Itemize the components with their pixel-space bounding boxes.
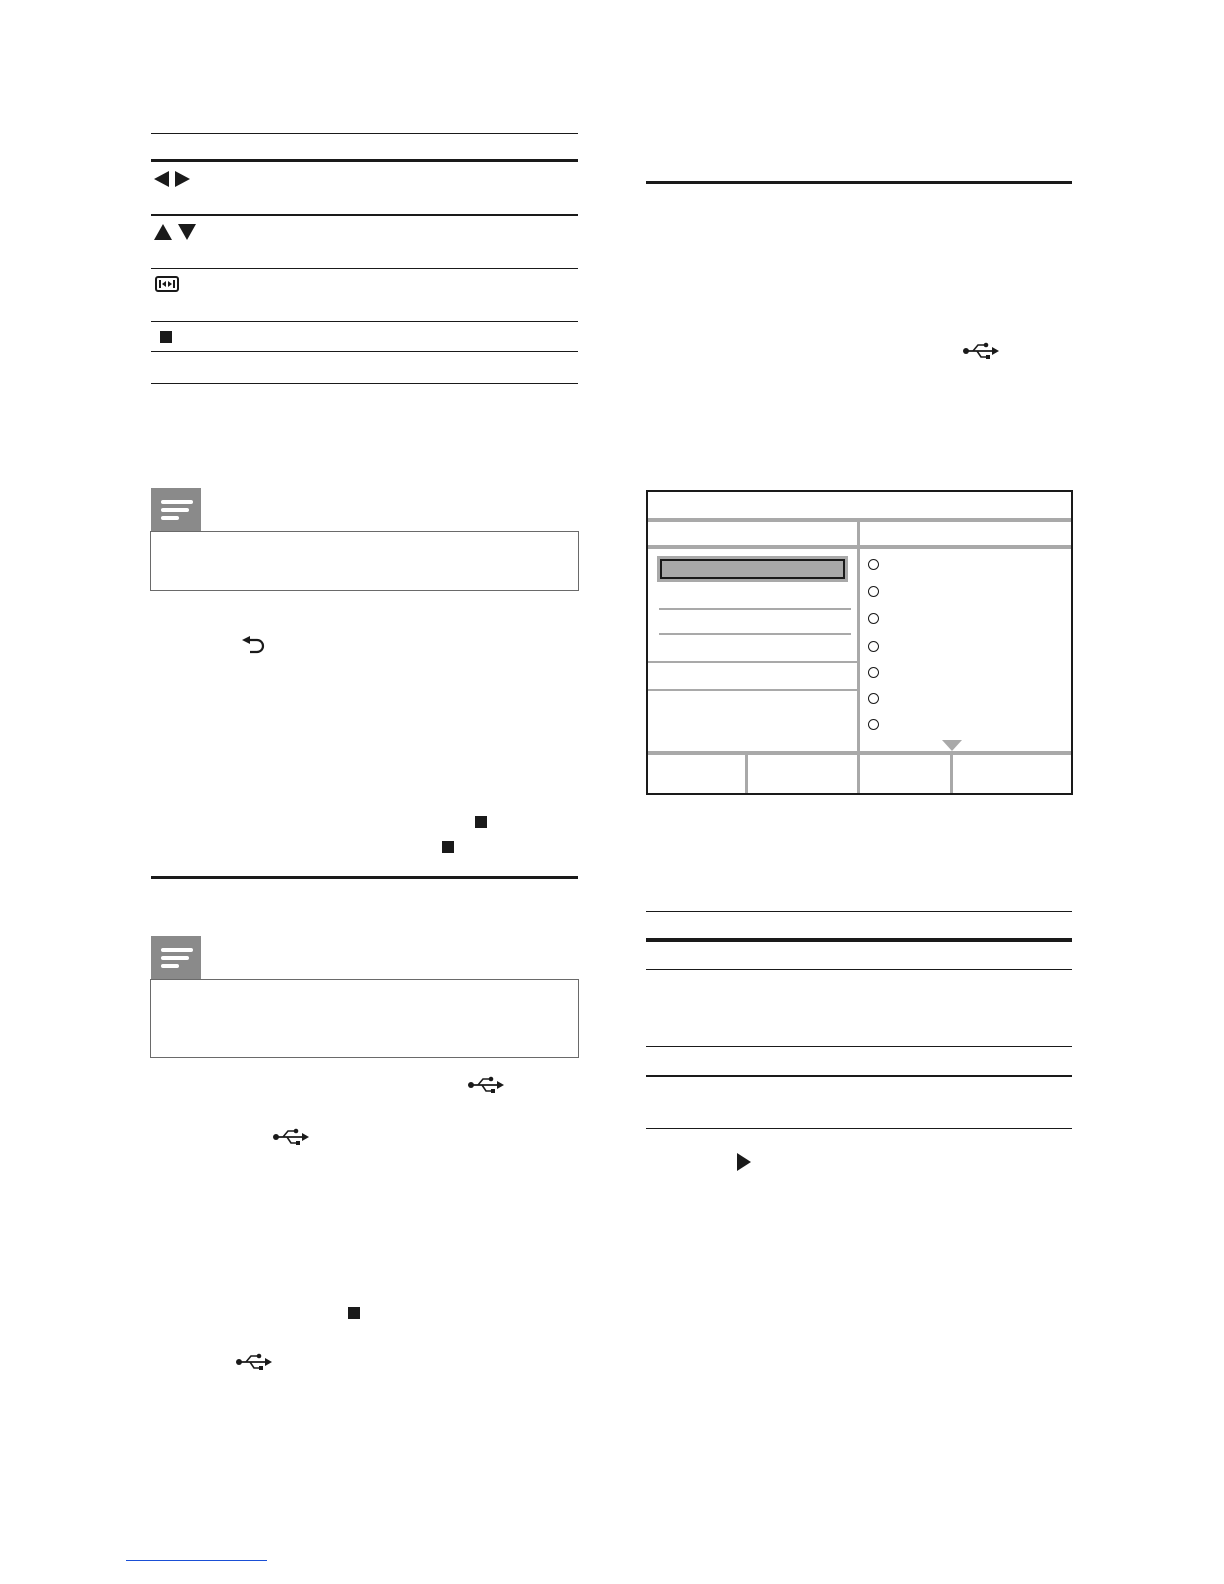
radio-icon [868, 719, 879, 730]
table-row-rule [151, 214, 578, 216]
footer-link-underline[interactable] [126, 1560, 267, 1561]
menu-item-divider [659, 608, 851, 610]
table-row-rule [646, 1046, 1072, 1047]
radio-icon [868, 613, 879, 624]
menu-footer-cell-divider [745, 755, 748, 793]
usb-icon [236, 1353, 272, 1371]
table-top-rule [151, 133, 578, 134]
radio-icon [868, 667, 879, 678]
section-rule [151, 876, 578, 879]
up-down-arrows-icon [154, 224, 196, 240]
scroll-down-icon [942, 740, 962, 751]
usb-icon [273, 1128, 309, 1146]
menu-screen-illustration [646, 490, 1073, 795]
usb-icon [468, 1076, 504, 1094]
menu-group-divider [648, 661, 858, 663]
note-box [150, 979, 579, 1058]
back-arrow-icon [242, 636, 266, 654]
menu-footer-cell-divider [857, 755, 860, 793]
note-box [150, 531, 579, 591]
menu-group-divider [648, 689, 858, 691]
radio-icon [868, 559, 879, 570]
table-row-rule [151, 321, 578, 322]
stop-icon [475, 816, 487, 828]
zoom-frame-icon [155, 276, 179, 292]
radio-icon [868, 693, 879, 704]
table-top-rule [646, 911, 1072, 912]
menu-column-divider-top [857, 522, 860, 546]
table-row-rule [151, 351, 578, 352]
table-row-rule [646, 969, 1072, 970]
stop-icon [442, 841, 454, 853]
radio-icon [868, 641, 879, 652]
section-rule [646, 181, 1072, 184]
menu-item-divider [659, 633, 851, 635]
menu-column-divider [857, 549, 860, 751]
menu-selected-item [657, 556, 848, 582]
stop-icon [348, 1307, 360, 1319]
table-bottom-rule [646, 1128, 1072, 1129]
note-icon [151, 488, 201, 532]
menu-footer-cell-divider [950, 755, 953, 793]
table-header-rule [151, 159, 578, 162]
left-right-arrows-icon [154, 171, 190, 187]
table-row-rule [151, 268, 578, 269]
table-bottom-rule [151, 383, 578, 384]
note-icon [151, 936, 201, 980]
usb-icon [963, 342, 999, 360]
radio-icon [868, 586, 879, 597]
play-icon [737, 1153, 751, 1171]
table-header-rule [646, 938, 1072, 942]
stop-icon [160, 331, 172, 343]
table-header-rule [646, 1075, 1072, 1077]
